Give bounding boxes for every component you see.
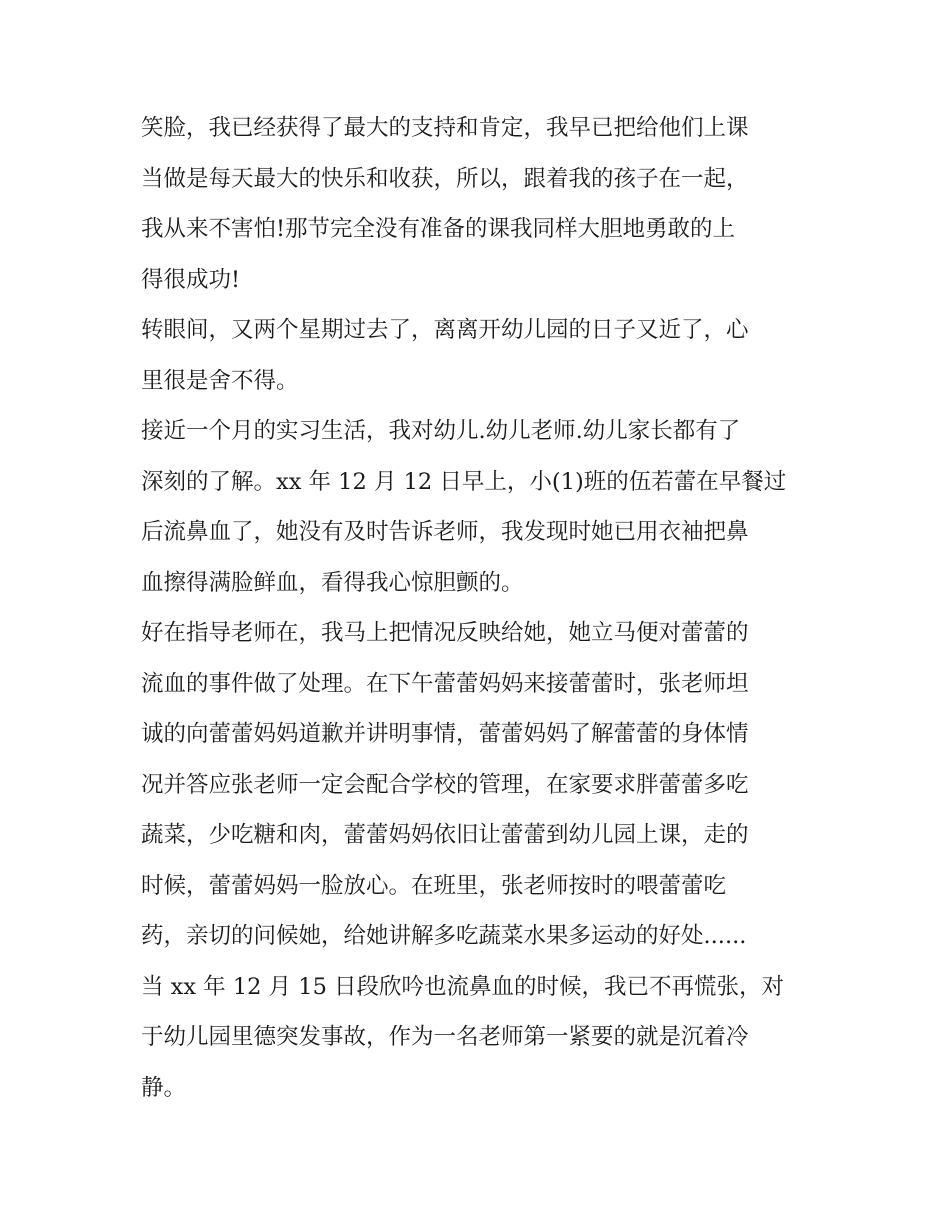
text-line-10: 血擦得满脸鲜血，看得我心惊胆颤的。 — [141, 569, 524, 596]
text-line-20: 静。 — [141, 1074, 187, 1101]
text-line-13: 诚的向蕾蕾妈妈道歉并讲明事情，蕾蕾妈妈了解蕾蕾的身体情 — [141, 721, 749, 747]
text-line-17: 药，亲切的问候她，给她讲解多吃蔬菜水果多运动的好处...... — [141, 923, 747, 949]
body-text — [141, 103, 813, 1113]
text-line-15: 蔬菜，少吃糖和肉，蕾蕾妈妈依旧让蕾蕾到幼儿园上课，走的 — [141, 822, 749, 848]
text-line-9: 后流鼻血了，她没有及时告诉老师，我发现时她已用衣袖把鼻 — [141, 519, 749, 545]
text-line-4: 得很成功! — [141, 266, 241, 293]
text-line-3: 我从来不害怕!那节完全没有准备的课我同样大胆地勇敢的上 — [141, 216, 736, 242]
text-line-12: 流血的事件做了处理。在下午蕾蕾妈妈来接蕾蕾时，张老师坦 — [141, 670, 749, 697]
text-line-6: 里很是舍不得。 — [141, 367, 299, 394]
text-line-16: 时候，蕾蕾妈妈一脸放心。在班里，张老师按时的喂蕾蕾吃 — [141, 872, 727, 899]
text-line-11: 好在指导老师在，我马上把情况反映给她，她立马便对蕾蕾的 — [141, 620, 749, 646]
text-line-8: 深刻的了解。xx 年 12 月 12 日早上，小(1)班的伍若蕾在早餐过 — [141, 468, 787, 495]
text-line-19: 于幼儿园里德突发事故，作为一名老师第一紧要的就是沉着冷 — [141, 1024, 749, 1050]
text-line-2: 当做是每天最大的快乐和收获，所以，跟着我的孩子在一起， — [141, 165, 749, 192]
text-line-14: 况并答应张老师一定会配合学校的管理，在家要求胖蕾蕾多吃 — [141, 771, 749, 798]
text-line-5: 转眼间，又两个星期过去了，离离开幼儿园的日子又近了，心 — [141, 317, 749, 343]
text-line-7: 接近一个月的实习生活，我对幼儿.幼儿老师.幼儿家长都有了 — [141, 418, 741, 444]
text-line-18: 当 xx 年 12 月 15 日段欣吟也流鼻血的时候，我已不再慌张，对 — [141, 973, 785, 1000]
text-line-1: 笑脸，我已经获得了最大的支持和肯定，我早已把给他们上课 — [141, 115, 749, 141]
